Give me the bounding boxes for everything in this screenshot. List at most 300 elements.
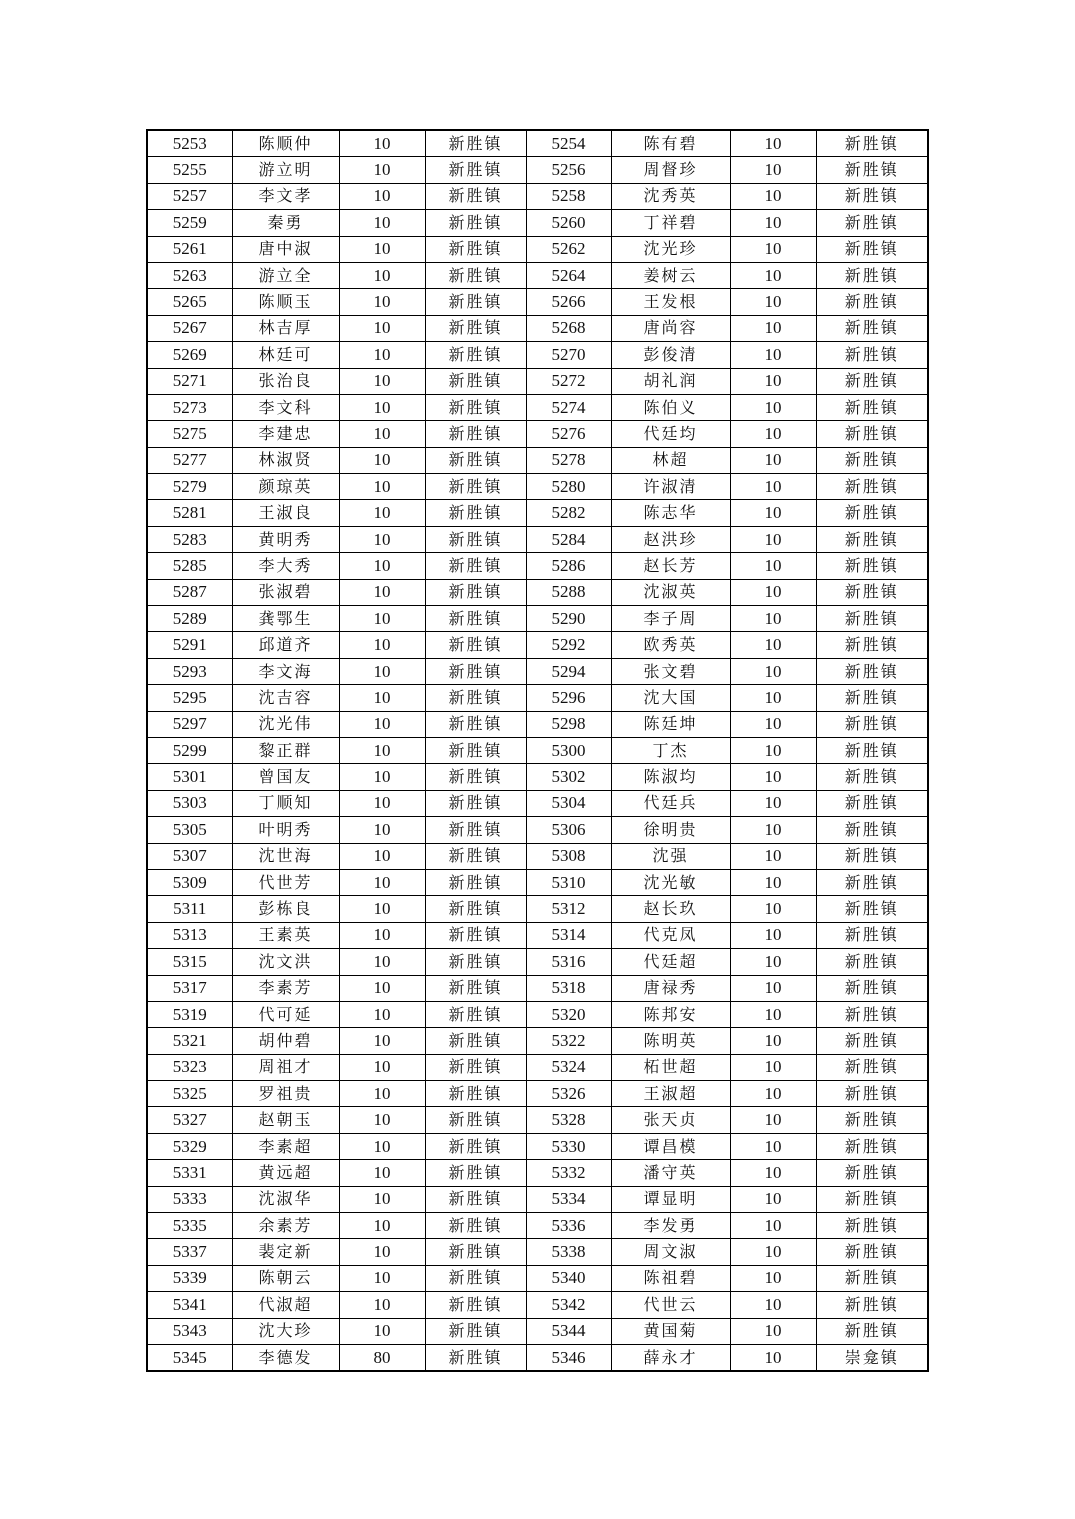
- table-row: [147, 315, 928, 341]
- person-name-cell: 陈顺玉: [232, 289, 339, 315]
- amount-cell: 10: [339, 711, 425, 737]
- record-number-cell: 5346: [526, 1344, 611, 1371]
- town-cell: 新胜镇: [425, 949, 526, 975]
- amount-cell: 10: [730, 711, 816, 737]
- town-cell: 新胜镇: [816, 1054, 928, 1080]
- amount-cell: 10: [730, 606, 816, 632]
- town-cell: 新胜镇: [816, 1213, 928, 1239]
- town-cell: 新胜镇: [816, 236, 928, 262]
- table-row: [147, 817, 928, 843]
- record-number-cell: 5305: [147, 817, 232, 843]
- person-name-cell: 胡礼润: [611, 368, 730, 394]
- person-name-cell: 沈秀英: [611, 183, 730, 209]
- amount-cell: 10: [730, 1160, 816, 1186]
- town-cell: 新胜镇: [425, 1318, 526, 1344]
- person-name-cell: 沈淑华: [232, 1186, 339, 1212]
- amount-cell: 10: [339, 1265, 425, 1291]
- person-name-cell: 姜树云: [611, 262, 730, 288]
- person-name-cell: 王淑良: [232, 500, 339, 526]
- amount-cell: 10: [339, 421, 425, 447]
- record-number-cell: 5316: [526, 949, 611, 975]
- person-name-cell: 唐尚容: [611, 315, 730, 341]
- town-cell: 新胜镇: [425, 421, 526, 447]
- town-cell: 新胜镇: [816, 289, 928, 315]
- table-row: [147, 711, 928, 737]
- person-name-cell: 秦勇: [232, 210, 339, 236]
- person-name-cell: 叶明秀: [232, 817, 339, 843]
- amount-cell: 10: [339, 606, 425, 632]
- amount-cell: 10: [339, 1133, 425, 1159]
- record-number-cell: 5273: [147, 394, 232, 420]
- town-cell: 新胜镇: [425, 1160, 526, 1186]
- record-number-cell: 5331: [147, 1160, 232, 1186]
- table-row: [147, 1239, 928, 1265]
- town-cell: 新胜镇: [816, 1107, 928, 1133]
- record-number-cell: 5268: [526, 315, 611, 341]
- town-cell: 新胜镇: [425, 790, 526, 816]
- person-name-cell: 裴定新: [232, 1239, 339, 1265]
- record-number-cell: 5330: [526, 1133, 611, 1159]
- amount-cell: 10: [339, 474, 425, 500]
- town-cell: 新胜镇: [816, 843, 928, 869]
- amount-cell: 10: [730, 843, 816, 869]
- town-cell: 新胜镇: [816, 447, 928, 473]
- record-number-cell: 5298: [526, 711, 611, 737]
- town-cell: 新胜镇: [816, 526, 928, 552]
- record-number-cell: 5344: [526, 1318, 611, 1344]
- town-cell: 新胜镇: [425, 210, 526, 236]
- town-cell: 崇龛镇: [816, 1344, 928, 1371]
- amount-cell: 10: [730, 790, 816, 816]
- amount-cell: 10: [339, 658, 425, 684]
- amount-cell: 10: [339, 632, 425, 658]
- town-cell: 新胜镇: [816, 764, 928, 790]
- town-cell: 新胜镇: [425, 262, 526, 288]
- person-name-cell: 徐明贵: [611, 817, 730, 843]
- record-number-cell: 5317: [147, 975, 232, 1001]
- amount-cell: 10: [339, 1107, 425, 1133]
- person-name-cell: 余素芳: [232, 1213, 339, 1239]
- town-cell: 新胜镇: [425, 474, 526, 500]
- person-name-cell: 黄国菊: [611, 1318, 730, 1344]
- amount-cell: 10: [730, 342, 816, 368]
- amount-cell: 10: [339, 1213, 425, 1239]
- amount-cell: 10: [339, 737, 425, 763]
- table-row: [147, 553, 928, 579]
- record-number-cell: 5261: [147, 236, 232, 262]
- amount-cell: 10: [730, 421, 816, 447]
- amount-cell: 10: [730, 368, 816, 394]
- amount-cell: 10: [339, 1292, 425, 1318]
- record-number-cell: 5263: [147, 262, 232, 288]
- person-name-cell: 潘守英: [611, 1160, 730, 1186]
- town-cell: 新胜镇: [816, 922, 928, 948]
- amount-cell: 10: [339, 1160, 425, 1186]
- town-cell: 新胜镇: [816, 632, 928, 658]
- table-row: [147, 579, 928, 605]
- town-cell: 新胜镇: [816, 421, 928, 447]
- town-cell: 新胜镇: [425, 1213, 526, 1239]
- person-name-cell: 彭栋良: [232, 896, 339, 922]
- town-cell: 新胜镇: [816, 817, 928, 843]
- record-number-cell: 5254: [526, 130, 611, 157]
- amount-cell: 10: [730, 157, 816, 183]
- record-number-cell: 5292: [526, 632, 611, 658]
- town-cell: 新胜镇: [425, 1028, 526, 1054]
- record-number-cell: 5269: [147, 342, 232, 368]
- person-name-cell: 沈文洪: [232, 949, 339, 975]
- amount-cell: 10: [730, 1133, 816, 1159]
- town-cell: 新胜镇: [425, 737, 526, 763]
- record-number-cell: 5265: [147, 289, 232, 315]
- town-cell: 新胜镇: [425, 606, 526, 632]
- record-number-cell: 5324: [526, 1054, 611, 1080]
- table-row: [147, 157, 928, 183]
- person-name-cell: 黄明秀: [232, 526, 339, 552]
- amount-cell: 10: [730, 817, 816, 843]
- amount-cell: 10: [730, 579, 816, 605]
- town-cell: 新胜镇: [816, 394, 928, 420]
- table-row: [147, 790, 928, 816]
- town-cell: 新胜镇: [816, 1133, 928, 1159]
- person-name-cell: 胡仲碧: [232, 1028, 339, 1054]
- table-row: [147, 658, 928, 684]
- record-number-cell: 5267: [147, 315, 232, 341]
- record-number-cell: 5320: [526, 1001, 611, 1027]
- person-name-cell: 代廷超: [611, 949, 730, 975]
- amount-cell: 10: [730, 1028, 816, 1054]
- town-cell: 新胜镇: [816, 1239, 928, 1265]
- amount-cell: 10: [730, 632, 816, 658]
- person-name-cell: 欧秀英: [611, 632, 730, 658]
- table-row: [147, 975, 928, 1001]
- person-name-cell: 代廷均: [611, 421, 730, 447]
- table-row: [147, 896, 928, 922]
- table-row: [147, 1344, 928, 1371]
- amount-cell: 10: [339, 368, 425, 394]
- table-row: [147, 394, 928, 420]
- town-cell: 新胜镇: [816, 500, 928, 526]
- person-name-cell: 曾国友: [232, 764, 339, 790]
- record-number-cell: 5306: [526, 817, 611, 843]
- town-cell: 新胜镇: [425, 632, 526, 658]
- record-number-cell: 5339: [147, 1265, 232, 1291]
- table-row: [147, 1133, 928, 1159]
- record-number-cell: 5281: [147, 500, 232, 526]
- amount-cell: 10: [730, 526, 816, 552]
- person-name-cell: 陈淑均: [611, 764, 730, 790]
- table-row: [147, 130, 928, 157]
- town-cell: 新胜镇: [816, 210, 928, 236]
- record-number-cell: 5300: [526, 737, 611, 763]
- amount-cell: 10: [730, 210, 816, 236]
- amount-cell: 10: [730, 1213, 816, 1239]
- town-cell: 新胜镇: [425, 1292, 526, 1318]
- table-row: [147, 342, 928, 368]
- record-number-cell: 5291: [147, 632, 232, 658]
- record-number-cell: 5258: [526, 183, 611, 209]
- amount-cell: 10: [339, 817, 425, 843]
- town-cell: 新胜镇: [425, 1054, 526, 1080]
- record-number-cell: 5276: [526, 421, 611, 447]
- person-name-cell: 陈顺仲: [232, 130, 339, 157]
- town-cell: 新胜镇: [816, 262, 928, 288]
- town-cell: 新胜镇: [425, 1001, 526, 1027]
- amount-cell: 10: [339, 394, 425, 420]
- record-number-cell: 5279: [147, 474, 232, 500]
- record-number-cell: 5337: [147, 1239, 232, 1265]
- record-number-cell: 5325: [147, 1081, 232, 1107]
- person-name-cell: 张天贞: [611, 1107, 730, 1133]
- record-number-cell: 5277: [147, 447, 232, 473]
- record-number-cell: 5275: [147, 421, 232, 447]
- record-number-cell: 5278: [526, 447, 611, 473]
- amount-cell: 10: [730, 658, 816, 684]
- amount-cell: 10: [339, 579, 425, 605]
- amount-cell: 10: [730, 685, 816, 711]
- record-number-cell: 5303: [147, 790, 232, 816]
- record-number-cell: 5313: [147, 922, 232, 948]
- table-row: [147, 1054, 928, 1080]
- record-number-cell: 5302: [526, 764, 611, 790]
- town-cell: 新胜镇: [425, 711, 526, 737]
- town-cell: 新胜镇: [425, 526, 526, 552]
- amount-cell: 10: [730, 1318, 816, 1344]
- town-cell: 新胜镇: [425, 1186, 526, 1212]
- record-number-cell: 5283: [147, 526, 232, 552]
- town-cell: 新胜镇: [816, 183, 928, 209]
- amount-cell: 10: [339, 157, 425, 183]
- person-name-cell: 陈明英: [611, 1028, 730, 1054]
- amount-cell: 10: [730, 236, 816, 262]
- person-name-cell: 张治良: [232, 368, 339, 394]
- town-cell: 新胜镇: [816, 1292, 928, 1318]
- person-name-cell: 沈淑英: [611, 579, 730, 605]
- town-cell: 新胜镇: [816, 579, 928, 605]
- person-name-cell: 谭昌模: [611, 1133, 730, 1159]
- amount-cell: 10: [339, 922, 425, 948]
- town-cell: 新胜镇: [816, 737, 928, 763]
- record-number-cell: 5333: [147, 1186, 232, 1212]
- town-cell: 新胜镇: [425, 289, 526, 315]
- table-row: [147, 500, 928, 526]
- record-number-cell: 5334: [526, 1186, 611, 1212]
- table-row: [147, 447, 928, 473]
- person-name-cell: 李发勇: [611, 1213, 730, 1239]
- town-cell: 新胜镇: [425, 869, 526, 895]
- amount-cell: 10: [339, 1239, 425, 1265]
- record-number-cell: 5285: [147, 553, 232, 579]
- record-number-cell: 5323: [147, 1054, 232, 1080]
- amount-cell: 10: [339, 975, 425, 1001]
- person-name-cell: 薛永才: [611, 1344, 730, 1371]
- record-number-cell: 5338: [526, 1239, 611, 1265]
- amount-cell: 10: [339, 1318, 425, 1344]
- town-cell: 新胜镇: [425, 685, 526, 711]
- amount-cell: 10: [730, 869, 816, 895]
- record-number-cell: 5296: [526, 685, 611, 711]
- record-number-cell: 5309: [147, 869, 232, 895]
- table-row: [147, 949, 928, 975]
- record-number-cell: 5335: [147, 1213, 232, 1239]
- town-cell: 新胜镇: [425, 975, 526, 1001]
- person-name-cell: 龚鄂生: [232, 606, 339, 632]
- record-number-cell: 5304: [526, 790, 611, 816]
- amount-cell: 10: [339, 183, 425, 209]
- record-number-cell: 5307: [147, 843, 232, 869]
- table-row: [147, 1081, 928, 1107]
- table-row: [147, 764, 928, 790]
- person-name-cell: 赵长玖: [611, 896, 730, 922]
- amount-cell: 10: [730, 315, 816, 341]
- person-name-cell: 沈大珍: [232, 1318, 339, 1344]
- amount-cell: 10: [730, 1001, 816, 1027]
- town-cell: 新胜镇: [425, 843, 526, 869]
- town-cell: 新胜镇: [425, 342, 526, 368]
- table-row: [147, 1292, 928, 1318]
- amount-cell: 10: [730, 447, 816, 473]
- record-number-cell: 5329: [147, 1133, 232, 1159]
- amount-cell: 10: [730, 500, 816, 526]
- town-cell: 新胜镇: [425, 553, 526, 579]
- record-number-cell: 5253: [147, 130, 232, 157]
- person-name-cell: 陈有碧: [611, 130, 730, 157]
- town-cell: 新胜镇: [425, 157, 526, 183]
- record-number-cell: 5284: [526, 526, 611, 552]
- table-row: [147, 526, 928, 552]
- person-name-cell: 邱道齐: [232, 632, 339, 658]
- town-cell: 新胜镇: [816, 606, 928, 632]
- person-name-cell: 沈光伟: [232, 711, 339, 737]
- person-name-cell: 周祖才: [232, 1054, 339, 1080]
- person-name-cell: 沈世海: [232, 843, 339, 869]
- record-number-cell: 5297: [147, 711, 232, 737]
- record-number-cell: 5288: [526, 579, 611, 605]
- person-name-cell: 张文碧: [611, 658, 730, 684]
- town-cell: 新胜镇: [816, 1318, 928, 1344]
- record-number-cell: 5345: [147, 1344, 232, 1371]
- table-row: [147, 1186, 928, 1212]
- town-cell: 新胜镇: [816, 1160, 928, 1186]
- record-number-cell: 5340: [526, 1265, 611, 1291]
- amount-cell: 10: [339, 1081, 425, 1107]
- town-cell: 新胜镇: [425, 368, 526, 394]
- roster-table: [146, 129, 929, 1372]
- person-name-cell: 张淑碧: [232, 579, 339, 605]
- amount-cell: 10: [339, 949, 425, 975]
- record-number-cell: 5274: [526, 394, 611, 420]
- person-name-cell: 李素芳: [232, 975, 339, 1001]
- person-name-cell: 陈伯义: [611, 394, 730, 420]
- town-cell: 新胜镇: [816, 975, 928, 1001]
- person-name-cell: 沈大国: [611, 685, 730, 711]
- person-name-cell: 李文孝: [232, 183, 339, 209]
- record-number-cell: 5310: [526, 869, 611, 895]
- table-row: [147, 368, 928, 394]
- amount-cell: 10: [730, 975, 816, 1001]
- amount-cell: 10: [730, 1081, 816, 1107]
- amount-cell: 10: [339, 130, 425, 157]
- amount-cell: 10: [339, 790, 425, 816]
- amount-cell: 10: [730, 1292, 816, 1318]
- amount-cell: 10: [730, 1186, 816, 1212]
- table-row: [147, 1160, 928, 1186]
- amount-cell: 10: [730, 474, 816, 500]
- town-cell: 新胜镇: [425, 500, 526, 526]
- roster-table-body: [147, 130, 928, 1371]
- town-cell: 新胜镇: [425, 579, 526, 605]
- person-name-cell: 沈吉容: [232, 685, 339, 711]
- table-row: [147, 236, 928, 262]
- record-number-cell: 5314: [526, 922, 611, 948]
- amount-cell: 80: [339, 1344, 425, 1371]
- person-name-cell: 许淑清: [611, 474, 730, 500]
- town-cell: 新胜镇: [816, 711, 928, 737]
- person-name-cell: 唐禄秀: [611, 975, 730, 1001]
- record-number-cell: 5260: [526, 210, 611, 236]
- person-name-cell: 林超: [611, 447, 730, 473]
- amount-cell: 10: [339, 342, 425, 368]
- person-name-cell: 赵长芳: [611, 553, 730, 579]
- town-cell: 新胜镇: [816, 685, 928, 711]
- person-name-cell: 赵洪珍: [611, 526, 730, 552]
- town-cell: 新胜镇: [425, 1265, 526, 1291]
- amount-cell: 10: [339, 1001, 425, 1027]
- town-cell: 新胜镇: [816, 368, 928, 394]
- record-number-cell: 5286: [526, 553, 611, 579]
- person-name-cell: 代可延: [232, 1001, 339, 1027]
- amount-cell: 10: [730, 1054, 816, 1080]
- record-number-cell: 5299: [147, 737, 232, 763]
- record-number-cell: 5332: [526, 1160, 611, 1186]
- town-cell: 新胜镇: [816, 474, 928, 500]
- town-cell: 新胜镇: [425, 658, 526, 684]
- town-cell: 新胜镇: [425, 236, 526, 262]
- person-name-cell: 代克凤: [611, 922, 730, 948]
- record-number-cell: 5342: [526, 1292, 611, 1318]
- person-name-cell: 陈廷坤: [611, 711, 730, 737]
- table-row: [147, 1001, 928, 1027]
- record-number-cell: 5272: [526, 368, 611, 394]
- town-cell: 新胜镇: [816, 130, 928, 157]
- record-number-cell: 5301: [147, 764, 232, 790]
- person-name-cell: 丁祥碧: [611, 210, 730, 236]
- amount-cell: 10: [339, 500, 425, 526]
- person-name-cell: 林廷可: [232, 342, 339, 368]
- table-row: [147, 421, 928, 447]
- table-row: [147, 262, 928, 288]
- table-row: [147, 737, 928, 763]
- person-name-cell: 唐中淑: [232, 236, 339, 262]
- record-number-cell: 5257: [147, 183, 232, 209]
- record-number-cell: 5282: [526, 500, 611, 526]
- table-row: [147, 869, 928, 895]
- town-cell: 新胜镇: [425, 315, 526, 341]
- record-number-cell: 5266: [526, 289, 611, 315]
- person-name-cell: 沈强: [611, 843, 730, 869]
- record-number-cell: 5315: [147, 949, 232, 975]
- amount-cell: 10: [730, 262, 816, 288]
- table-row: [147, 474, 928, 500]
- record-number-cell: 5312: [526, 896, 611, 922]
- town-cell: 新胜镇: [425, 1239, 526, 1265]
- record-number-cell: 5327: [147, 1107, 232, 1133]
- town-cell: 新胜镇: [816, 342, 928, 368]
- record-number-cell: 5319: [147, 1001, 232, 1027]
- table-row: [147, 1107, 928, 1133]
- person-name-cell: 林吉厚: [232, 315, 339, 341]
- person-name-cell: 沈光敏: [611, 869, 730, 895]
